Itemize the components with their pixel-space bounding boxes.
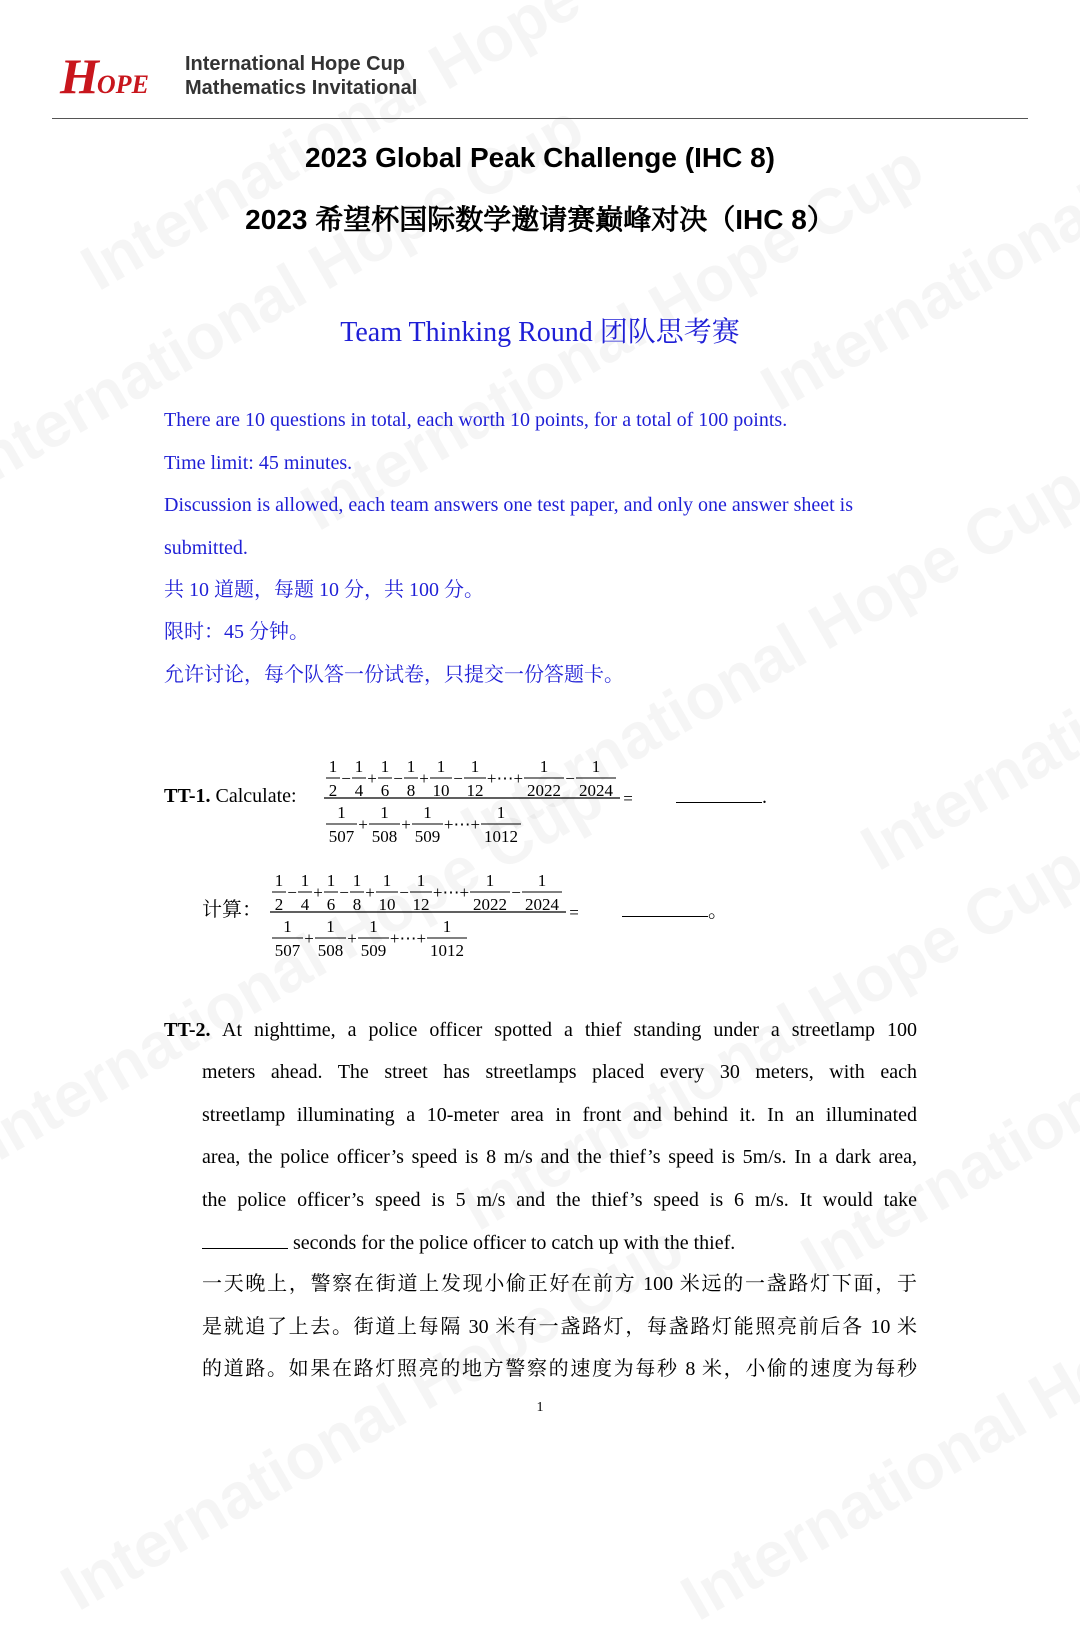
tt2-line: streetlamp illuminating a 10-meter area in front and behind it. In an illuminated bbox=[202, 1104, 917, 1126]
denominator-term-numerator: 1 bbox=[326, 917, 335, 936]
equals-sign: = bbox=[569, 903, 579, 922]
numerator-term-denominator: 4 bbox=[300, 895, 310, 914]
intro-line: 共 10 道题，每题 10 分，共 100 分。 bbox=[164, 579, 484, 601]
tt1-prompt-en bbox=[164, 784, 297, 808]
tt1-answer-en bbox=[676, 784, 767, 809]
tt1-period-zh: 。 bbox=[708, 900, 728, 922]
logo-line-1: International Hope Cup bbox=[185, 53, 405, 75]
intro-line: 限时：45 分钟。 bbox=[164, 621, 309, 643]
tt1-expression-en bbox=[322, 746, 682, 846]
numerator-term-numerator: 1 bbox=[591, 757, 601, 776]
tt1-period: . bbox=[762, 786, 767, 808]
numerator-term-denominator: 2022 bbox=[473, 895, 507, 914]
numerator-term-numerator: 1 bbox=[485, 871, 495, 890]
intro-line: There are 10 questions in total, each worth 10 points, for a total of 100 points. bbox=[164, 409, 788, 431]
numerator-term-operator: + bbox=[419, 769, 429, 788]
denominator-term-numerator: 1 bbox=[423, 803, 432, 822]
numerator-term-operator: − bbox=[399, 883, 409, 902]
denominator-term-operator: +⋯+ bbox=[443, 815, 481, 834]
denominator-term-numerator: 1 bbox=[337, 803, 346, 822]
intro-line: 允许讨论，每个队答一份试卷，只提交一份答题卡。 bbox=[164, 664, 624, 686]
numerator-term-denominator: 2024 bbox=[525, 895, 559, 914]
numerator-term-denominator: 12 bbox=[466, 781, 484, 800]
intro-line: Discussion is allowed, each team answers one test paper, and only one answer sheet is bbox=[164, 494, 854, 516]
numerator-term-denominator: 12 bbox=[412, 895, 430, 914]
numerator-term-operator: − bbox=[287, 883, 297, 902]
numerator-term-denominator: 2022 bbox=[527, 781, 561, 800]
tt2-line: the police officer’s speed is 5 m/s and the thief’s speed is 6 m/s. It would take bbox=[202, 1189, 917, 1211]
numerator-term-denominator: 8 bbox=[406, 781, 416, 800]
tt1-prompt-zh: 计算： bbox=[202, 899, 262, 921]
answer-blank bbox=[622, 898, 708, 917]
header-rule bbox=[52, 118, 1028, 119]
title-english: 2023 Global Peak Challenge (IHC 8) bbox=[305, 142, 775, 173]
numerator-term-denominator: 2024 bbox=[579, 781, 613, 800]
tt2-line-last bbox=[202, 1230, 917, 1255]
page-number: 1 bbox=[536, 1400, 544, 1415]
hope-logo-mark: HOPE bbox=[60, 48, 149, 104]
equals-sign: = bbox=[623, 789, 633, 808]
numerator-term-numerator: 1 bbox=[352, 871, 362, 890]
numerator-term-denominator: 6 bbox=[380, 781, 390, 800]
denominator-term-operator: + bbox=[304, 929, 314, 948]
numerator-term-operator: − bbox=[339, 883, 349, 902]
tt2-line: At nighttime, a police officer spotted a thief standing under a streetlamp 100 bbox=[222, 1019, 917, 1041]
numerator-term-denominator: 10 bbox=[432, 781, 450, 800]
numerator-term-numerator: 1 bbox=[539, 757, 549, 776]
denominator-term-numerator: 1 bbox=[496, 803, 506, 822]
denominator-term-denominator: 507 bbox=[274, 941, 301, 960]
numerator-term-denominator: 4 bbox=[354, 781, 364, 800]
watermark bbox=[849, 469, 1080, 885]
denominator-term-operator: + bbox=[358, 815, 368, 834]
numerator-term-operator: − bbox=[511, 883, 521, 902]
denominator-term-denominator: 508 bbox=[371, 827, 398, 846]
numerator-term-numerator: 1 bbox=[470, 757, 480, 776]
denominator-term-denominator: 509 bbox=[360, 941, 387, 960]
numerator-term-numerator: 1 bbox=[406, 757, 416, 776]
numerator-term-numerator: 1 bbox=[354, 757, 364, 776]
numerator-term-denominator: 8 bbox=[352, 895, 362, 914]
denominator-term-denominator: 509 bbox=[414, 827, 441, 846]
tt2-zh-line: 的道路。如果在路灯照亮的地方警察的速度为每秒 8 米，小偷的速度为每秒 bbox=[202, 1358, 917, 1380]
answer-blank bbox=[676, 784, 762, 803]
numerator-term-numerator: 1 bbox=[300, 871, 310, 890]
tt2-line: area, the police officer’s speed is 8 m/s and the thief’s speed is 5m/s. In a dark area, bbox=[202, 1146, 917, 1168]
numerator-term-numerator: 1 bbox=[436, 757, 446, 776]
numerator-term-denominator: 2 bbox=[274, 895, 284, 914]
numerator-term-operator: − bbox=[341, 769, 351, 788]
denominator-term-denominator: 1012 bbox=[484, 827, 518, 846]
numerator-term-numerator: 1 bbox=[326, 871, 336, 890]
round-title: Team Thinking Round 团队思考赛 bbox=[340, 317, 740, 348]
denominator-term-operator: + bbox=[401, 815, 411, 834]
tt2-zh-line: 是就追了上去。街道上每隔 30 米有一盏路灯，每盏路灯能照亮前后各 10 米 bbox=[202, 1316, 917, 1338]
hope-cup-logo bbox=[60, 48, 440, 104]
denominator-term-numerator: 1 bbox=[442, 917, 452, 936]
tt2-label-text: TT-2. bbox=[164, 1019, 211, 1041]
numerator-term-denominator: 10 bbox=[378, 895, 396, 914]
numerator-term-operator: + bbox=[313, 883, 323, 902]
numerator-term-operator: − bbox=[453, 769, 463, 788]
denominator-term-numerator: 1 bbox=[283, 917, 292, 936]
tt1-label: TT-1. bbox=[164, 785, 211, 807]
tt2-line: meters ahead. The street has streetlamps placed every 30 meters, with each bbox=[202, 1061, 917, 1083]
intro-line: submitted. bbox=[164, 537, 248, 559]
numerator-term-operator: +⋯+ bbox=[486, 769, 524, 788]
numerator-term-numerator: 1 bbox=[328, 757, 338, 776]
answer-blank bbox=[202, 1230, 288, 1249]
tt2-last-text: seconds for the police officer to catch up with the thief. bbox=[293, 1232, 736, 1254]
tt1-expression-zh bbox=[268, 860, 628, 960]
tt2-zh-line: 一天晚上，警察在街道上发现小偷正好在前方 100 米远的一盏路灯下面，于 bbox=[202, 1273, 917, 1295]
numerator-term-numerator: 1 bbox=[416, 871, 426, 890]
denominator-term-numerator: 1 bbox=[369, 917, 378, 936]
numerator-term-operator: − bbox=[565, 769, 575, 788]
numerator-term-operator: + bbox=[365, 883, 375, 902]
denominator-term-denominator: 507 bbox=[328, 827, 355, 846]
numerator-term-numerator: 1 bbox=[382, 871, 392, 890]
tt1-calculate: Calculate: bbox=[215, 785, 297, 807]
numerator-term-denominator: 2 bbox=[328, 781, 338, 800]
logo-line-2: Mathematics Invitational bbox=[185, 77, 418, 99]
denominator-term-operator: +⋯+ bbox=[389, 929, 427, 948]
tt2-label bbox=[164, 1018, 211, 1042]
denominator-term-denominator: 508 bbox=[317, 941, 344, 960]
numerator-term-operator: + bbox=[367, 769, 377, 788]
title-chinese: 2023 希望杯国际数学邀请赛巅峰对决（IHC 8） bbox=[245, 204, 835, 235]
numerator-term-operator: − bbox=[393, 769, 403, 788]
numerator-term-numerator: 1 bbox=[537, 871, 547, 890]
intro-line: Time limit: 45 minutes. bbox=[164, 452, 353, 474]
numerator-term-numerator: 1 bbox=[274, 871, 284, 890]
tt1-answer-zh bbox=[622, 898, 728, 923]
numerator-term-denominator: 6 bbox=[326, 895, 336, 914]
denominator-term-operator: + bbox=[347, 929, 357, 948]
numerator-term-numerator: 1 bbox=[380, 757, 390, 776]
numerator-term-operator: +⋯+ bbox=[432, 883, 470, 902]
denominator-term-numerator: 1 bbox=[380, 803, 389, 822]
logo-text bbox=[185, 52, 417, 100]
denominator-term-denominator: 1012 bbox=[430, 941, 464, 960]
